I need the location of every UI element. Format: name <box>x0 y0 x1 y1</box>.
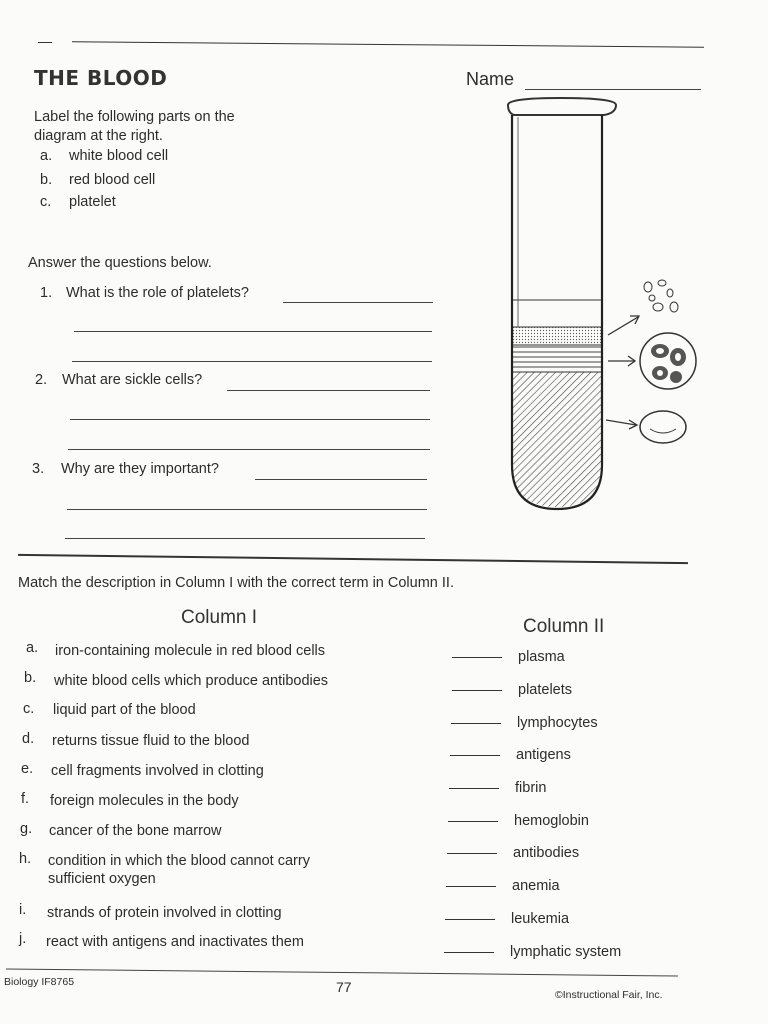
term-lymphatic-system: lymphatic system <box>510 944 622 960</box>
answer-blank[interactable] <box>444 952 494 953</box>
match-term-row <box>452 682 572 698</box>
footer-course: Biology IF8765 <box>4 976 75 988</box>
match-description-h: condition in which the blood cannot carry <box>48 853 310 869</box>
column-1-title: Column I <box>181 607 258 628</box>
match-letter-d: d. <box>22 731 35 747</box>
match-description-j: react with antigens and inactivates them <box>46 934 304 950</box>
answer-blank[interactable] <box>452 690 502 691</box>
label-item-b: red blood cell <box>69 172 156 188</box>
white-blood-cell-drawing <box>640 333 696 389</box>
name-label: Name <box>466 69 515 89</box>
term-hemoglobin: hemoglobin <box>514 813 589 829</box>
top-dash <box>38 42 52 43</box>
match-term-row <box>451 715 598 731</box>
match-description-a: iron-containing molecule in red blood cells <box>55 643 326 659</box>
question-2-number: 2. <box>35 372 48 388</box>
questions-instruction: Answer the questions below. <box>28 255 212 271</box>
red-cell-layer <box>512 372 602 507</box>
answer-blank[interactable] <box>445 919 495 920</box>
match-term-row <box>445 911 569 927</box>
page-number: 77 <box>336 979 352 995</box>
labeling-instruction: Label the following parts on the diagram at the right. <box>34 109 235 144</box>
answer-blank[interactable] <box>449 788 499 789</box>
match-description-i: strands of protein involved in clotting <box>47 905 282 921</box>
answer-blank[interactable] <box>446 886 496 887</box>
answer-line[interactable] <box>68 449 430 450</box>
platelet-layer <box>512 327 602 345</box>
answer-line[interactable] <box>283 302 433 303</box>
match-letter-c: c. <box>23 701 35 717</box>
question-3-text: Why are they important? <box>61 461 219 477</box>
page-title: THE BLOOD <box>34 66 168 90</box>
term-fibrin: fibrin <box>515 780 547 796</box>
question-3-number: 3. <box>32 461 45 477</box>
answer-blank[interactable] <box>451 723 501 724</box>
answer-line[interactable] <box>72 361 432 362</box>
match-description-f: foreign molecules in the body <box>50 793 239 809</box>
match-description-e: cell fragments involved in clotting <box>51 763 264 779</box>
match-description-g: cancer of the bone marrow <box>49 823 222 839</box>
match-letter-b: b. <box>24 670 37 686</box>
term-antibodies: antibodies <box>513 845 580 861</box>
section-divider <box>18 554 688 564</box>
match-letter-h: h. <box>19 851 32 867</box>
term-plasma: plasma <box>518 649 565 665</box>
question-1-text: What is the role of platelets? <box>66 285 249 301</box>
question-1-number: 1. <box>40 285 53 301</box>
match-term-row <box>447 845 579 861</box>
label-letter-b: b. <box>40 172 53 188</box>
answer-line[interactable] <box>65 538 425 539</box>
match-letter-g: g. <box>20 821 33 837</box>
term-lymphocytes: lymphocytes <box>517 715 598 731</box>
match-letter-f: f. <box>21 791 30 807</box>
match-description-h-continued: sufficient oxygen <box>48 871 156 887</box>
match-description-d: returns tissue fluid to the blood <box>52 733 250 749</box>
label-letter-a: a. <box>40 148 53 164</box>
footer-copyright: ©Instructional Fair, Inc. <box>555 989 663 1001</box>
label-item-c: platelet <box>69 194 116 210</box>
answer-blank[interactable] <box>450 755 500 756</box>
white-cell-layer <box>512 347 602 367</box>
match-description-c: liquid part of the blood <box>53 702 196 718</box>
match-term-row <box>444 944 621 960</box>
match-term-row <box>450 747 571 763</box>
match-term-row <box>449 780 546 796</box>
term-antigens: antigens <box>516 747 571 763</box>
matching-instruction: Match the description in Column I with the correct term in Column II. <box>18 575 454 591</box>
term-leukemia: leukemia <box>511 911 570 927</box>
column-2-title: Column II <box>523 616 605 637</box>
match-description-b: white blood cells which produce antibodies <box>54 673 329 689</box>
platelets-drawing <box>644 280 678 312</box>
answer-line[interactable] <box>74 331 432 332</box>
top-rule <box>72 41 704 48</box>
match-term-row <box>452 649 565 665</box>
answer-line[interactable] <box>67 509 427 510</box>
match-term-row <box>448 813 589 829</box>
match-letter-a: a. <box>26 640 39 656</box>
answer-line[interactable] <box>70 419 430 420</box>
answer-blank[interactable] <box>448 821 498 822</box>
term-anemia: anemia <box>512 878 560 894</box>
answer-line[interactable] <box>255 479 427 480</box>
answer-line[interactable] <box>227 390 430 391</box>
term-platelets: platelets <box>518 682 573 698</box>
question-2-text: What are sickle cells? <box>62 372 203 388</box>
answer-blank[interactable] <box>447 853 497 854</box>
label-item-a: white blood cell <box>69 148 169 164</box>
answer-blank[interactable] <box>452 657 502 658</box>
footer-rule <box>6 968 678 976</box>
match-letter-j: j. <box>19 931 27 947</box>
red-blood-cell-drawing <box>640 411 686 443</box>
label-letter-c: c. <box>40 194 52 210</box>
name-field[interactable] <box>525 89 701 90</box>
match-term-row <box>446 878 560 894</box>
test-tube-diagram <box>500 95 700 515</box>
match-letter-e: e. <box>21 761 34 777</box>
match-letter-i: i. <box>19 902 27 918</box>
